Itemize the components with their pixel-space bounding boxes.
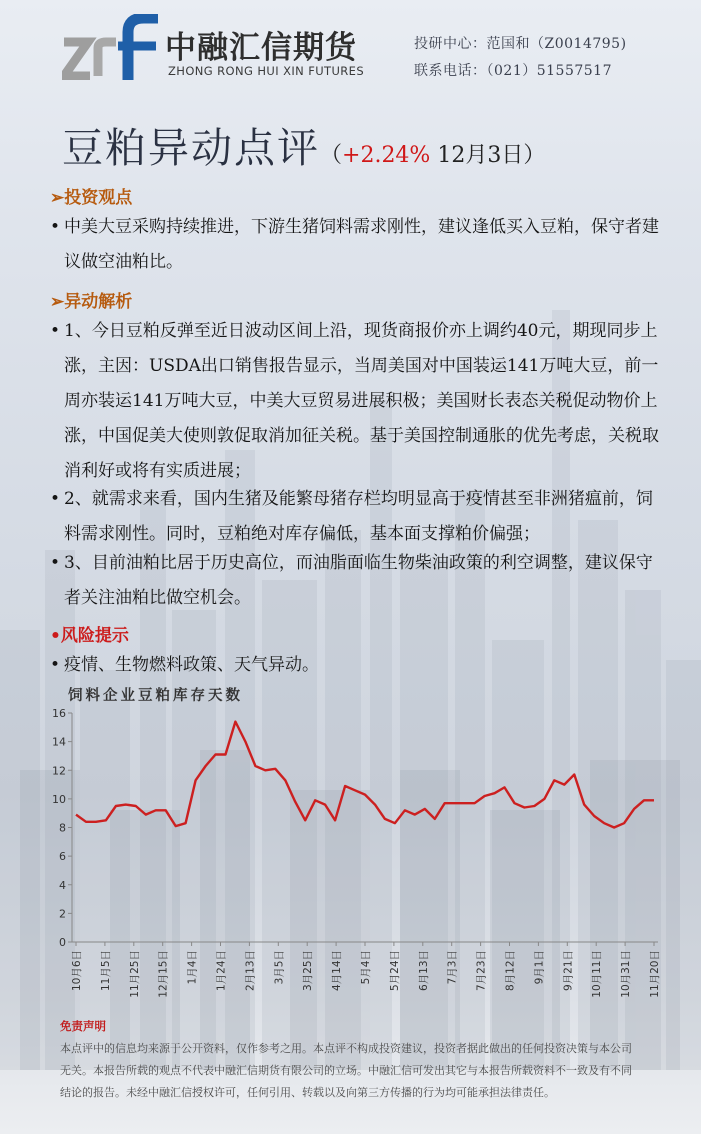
x-tick-label: 8月12日 [504,950,517,992]
y-tick-label: 16 [52,707,66,720]
report-date: 12月3日） [430,143,546,168]
x-tick-label: 7月23日 [475,950,488,992]
x-tick-label: 1月24日 [215,950,228,992]
analysis-3-text: 3、目前油粕比居于历史高位，而油脂面临生物柴油政策的利空调整，建议保守者关注油粕比做空机会。 [64,553,653,608]
report-title [62,115,545,174]
bullet-analysis-2 [50,482,660,552]
x-tick-label: 11月5日 [99,950,112,992]
investment-view-text: 中美大豆采购持续推进，下游生猪饲料需求刚性，建议逢低买入豆粕，保守者建议做空油粕比。 [64,217,659,272]
x-tick-label: 3月25日 [302,950,315,992]
chart-title: 饲料企业豆粕库存天数 [68,687,243,704]
x-tick-label: 10月31日 [620,950,633,998]
inventory-days-line-chart [48,703,668,1015]
x-tick-label: 3月5日 [273,950,286,985]
analyst-contact: 投研中心：范国和（Z0014795) [414,36,627,52]
x-tick-label: 1月4日 [186,950,199,985]
bullet-dot: • [50,553,61,573]
phone-contact: 联系电话：（021）51557517 [414,63,612,79]
x-tick-label: 2月13日 [244,950,257,992]
x-tick-label: 7月3日 [446,950,459,985]
x-tick-label: 11月25日 [128,950,141,998]
title-main: 豆粕异动点评 [62,124,320,172]
y-tick-label: 2 [59,907,66,921]
x-tick-label: 10月11日 [591,950,604,998]
disclaimer-text: 本点评中的信息均来源于公开资料，仅作参考之用。本点评不构成投资建议，投资者据此做出的任何投资决策与本公司无关。本报告所载的观点不代表中融汇信期货有限公司的立场。中融汇信可发出其它与本报告所载资料不一致及有不同结论的报告。未经中融汇信授权许可，任何引用、转载以及向第三方传播的行为均可能承担法律责任。 [60,1042,632,1099]
x-tick-label: 4月14日 [331,950,344,992]
bullet-risk [50,648,660,683]
bullet-dot: • [50,217,61,237]
series-line-inventory-days [76,722,654,828]
y-tick-label: 12 [52,764,66,778]
x-tick-label: 5月4日 [360,950,372,985]
bullet-investment-view [50,210,660,280]
price-change: +2.24% [342,143,431,168]
y-tick-label: 14 [52,735,66,749]
x-tick-label: 9月1日 [533,950,546,985]
x-tick-label: 6月13日 [417,950,430,992]
heading-analysis: ➢异动解析 [50,292,133,312]
risk-text: 疫情、生物燃料政策、天气异动。 [64,655,319,675]
disclaimer-title: 免责声明 [60,1019,106,1033]
y-tick-label: 4 [59,878,66,892]
title-open-paren: （ [320,143,343,168]
company-name-cn: 中融汇信期货 [165,30,357,66]
bullet-dot: • [50,655,61,675]
analysis-1-text: 1、今日豆粕反弹至近日波动区间上沿，现货商报价亦上调约40元，期现同步上涨，主因：USDA出口销售报告显示，当周美国对中国装运141万吨大豆，前一周亦装运141万吨大豆，中美大豆贸易进展积极；美国财长表态关税促动物价上涨，中国促美大使则敦促取消加征关税。基于美国控制通胀的优先考虑，关税取消利好或将有实质进展； [64,321,659,481]
x-tick-label: 9月21日 [562,950,575,992]
x-tick-label: 5月24日 [388,950,401,992]
x-tick-label: 11月20日 [649,950,661,998]
y-tick-label: 6 [59,850,66,864]
bullet-dot: • [50,321,61,341]
heading-risk: •风险提示 [50,626,129,646]
bullet-analysis-1 [50,314,660,489]
company-logo-mark [62,14,162,80]
company-name-en: ZHONG RONG HUI XIN FUTURES [168,64,365,78]
y-tick-label: 10 [52,792,66,806]
bullet-dot: • [50,489,61,509]
x-tick-label: 10月6日 [71,950,83,992]
y-tick-label: 8 [59,821,66,835]
y-tick-label: 0 [59,936,66,949]
bullet-analysis-3 [50,546,660,616]
analysis-2-text: 2、就需求来看，国内生猪及能繁母猪存栏均明显高于疫情甚至非洲猪瘟前，饲料需求刚性。同时，豆粕绝对库存偏低，基本面支撑粕价偏强； [64,489,653,544]
x-tick-label: 12月15日 [157,950,170,998]
heading-investment-view: ➢投资观点 [50,188,133,208]
